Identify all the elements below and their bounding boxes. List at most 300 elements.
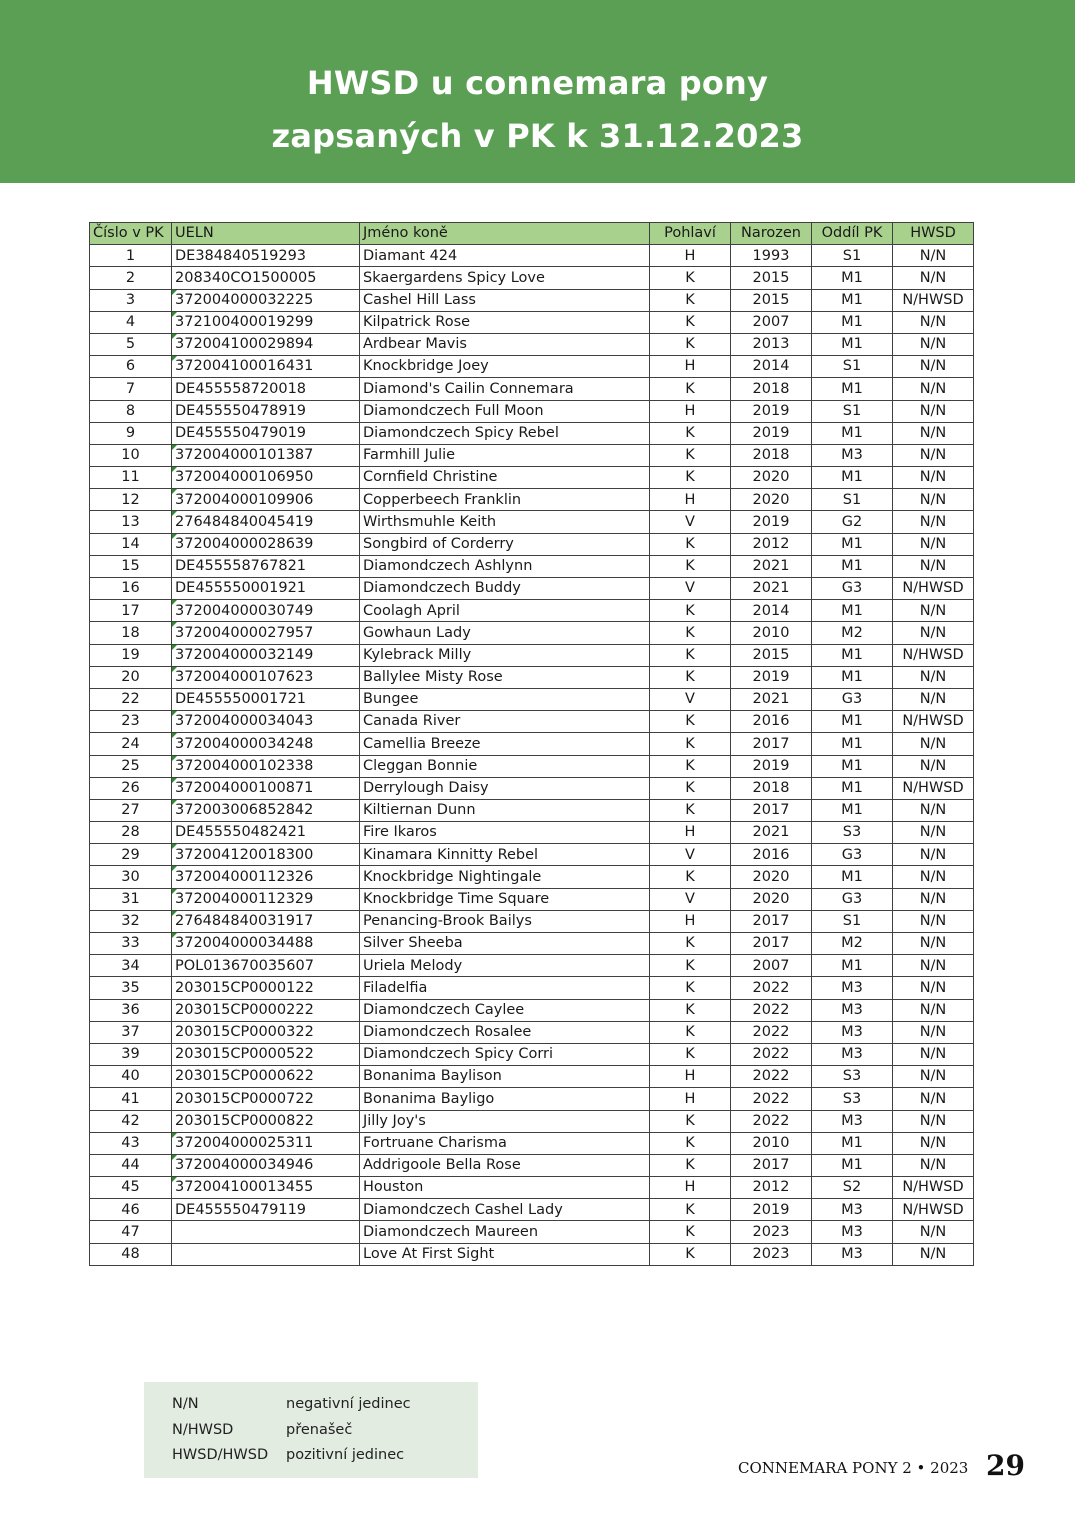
cell-born: 2019 — [731, 1199, 812, 1221]
cell-sex: K — [650, 267, 731, 289]
cell-born: 2013 — [731, 333, 812, 355]
cell-section: M3 — [812, 444, 893, 466]
table-row — [90, 688, 974, 710]
cell-number: 2 — [90, 267, 172, 289]
table-row — [90, 977, 974, 999]
table-row — [90, 910, 974, 932]
cell-hwsd: N/N — [893, 688, 974, 710]
cell-horse-name: Knockbridge Nightingale — [360, 866, 650, 888]
cell-hwsd: N/N — [893, 489, 974, 511]
cell-ueln: 372004000106950 — [172, 467, 360, 489]
cell-number: 34 — [90, 955, 172, 977]
cell-sex: K — [650, 666, 731, 688]
table-row — [90, 555, 974, 577]
table-row — [90, 511, 974, 533]
table-row — [90, 866, 974, 888]
cell-hwsd: N/N — [893, 1043, 974, 1065]
table-row — [90, 1088, 974, 1110]
cell-hwsd: N/N — [893, 467, 974, 489]
cell-ueln: 372004120018300 — [172, 844, 360, 866]
cell-hwsd: N/N — [893, 866, 974, 888]
cell-hwsd: N/N — [893, 666, 974, 688]
cell-horse-name: Derrylough Daisy — [360, 777, 650, 799]
cell-ueln: DE384840519293 — [172, 245, 360, 267]
cell-horse-name: Diamondczech Spicy Corri — [360, 1043, 650, 1065]
cell-sex: K — [650, 1132, 731, 1154]
cell-sex: H — [650, 822, 731, 844]
cell-horse-name: Kylebrack Milly — [360, 644, 650, 666]
cell-hwsd: N/N — [893, 799, 974, 821]
cell-horse-name: Coolagh April — [360, 600, 650, 622]
cell-ueln: 372003006852842 — [172, 799, 360, 821]
cell-sex: K — [650, 799, 731, 821]
cell-horse-name: Diamondczech Buddy — [360, 578, 650, 600]
cell-ueln: 372004100013455 — [172, 1177, 360, 1199]
cell-number: 24 — [90, 733, 172, 755]
cell-number: 47 — [90, 1221, 172, 1243]
cell-number: 33 — [90, 933, 172, 955]
table-row — [90, 333, 974, 355]
cell-number: 42 — [90, 1110, 172, 1132]
cell-horse-name: Copperbeech Franklin — [360, 489, 650, 511]
cell-section: M1 — [812, 644, 893, 666]
cell-born: 2020 — [731, 888, 812, 910]
cell-born: 2023 — [731, 1243, 812, 1265]
cell-ueln: 372004000027957 — [172, 622, 360, 644]
cell-born: 2014 — [731, 356, 812, 378]
cell-number: 36 — [90, 999, 172, 1021]
cell-ueln: DE455550478919 — [172, 400, 360, 422]
cell-born: 2021 — [731, 688, 812, 710]
cell-born: 2017 — [731, 910, 812, 932]
cell-section: S3 — [812, 1066, 893, 1088]
cell-horse-name: Diamondczech Maureen — [360, 1221, 650, 1243]
cell-ueln: 372004000030749 — [172, 600, 360, 622]
cell-sex: K — [650, 1199, 731, 1221]
cell-sex: K — [650, 444, 731, 466]
cell-horse-name: Penancing-Brook Bailys — [360, 910, 650, 932]
cell-section: M1 — [812, 866, 893, 888]
cell-sex: H — [650, 356, 731, 378]
cell-section: M1 — [812, 422, 893, 444]
cell-sex: K — [650, 378, 731, 400]
cell-hwsd: N/N — [893, 1243, 974, 1265]
cell-number: 32 — [90, 910, 172, 932]
cell-hwsd: N/N — [893, 511, 974, 533]
cell-horse-name: Knockbridge Time Square — [360, 888, 650, 910]
cell-born: 2022 — [731, 1110, 812, 1132]
cell-number: 9 — [90, 422, 172, 444]
cell-born: 2017 — [731, 933, 812, 955]
cell-hwsd: N/HWSD — [893, 578, 974, 600]
cell-born: 2015 — [731, 267, 812, 289]
table-row — [90, 289, 974, 311]
cell-horse-name: Diamondczech Ashlynn — [360, 555, 650, 577]
cell-number: 44 — [90, 1154, 172, 1176]
cell-number: 20 — [90, 666, 172, 688]
cell-sex: H — [650, 1066, 731, 1088]
cell-ueln: POL013670035607 — [172, 955, 360, 977]
cell-number: 40 — [90, 1066, 172, 1088]
cell-ueln: 203015CP0000322 — [172, 1021, 360, 1043]
cell-horse-name: Wirthsmuhle Keith — [360, 511, 650, 533]
legend-description: negativní jedinec — [286, 1396, 411, 1412]
legend-code: N/HWSD — [172, 1422, 234, 1438]
cell-ueln: 203015CP0000222 — [172, 999, 360, 1021]
table-row — [90, 777, 974, 799]
cell-ueln: 372004000025311 — [172, 1132, 360, 1154]
cell-sex: K — [650, 955, 731, 977]
cell-hwsd: N/N — [893, 444, 974, 466]
cell-hwsd: N/N — [893, 955, 974, 977]
cell-horse-name: Kinamara Kinnitty Rebel — [360, 844, 650, 866]
cell-horse-name: Cornfield Christine — [360, 467, 650, 489]
table-row — [90, 888, 974, 910]
cell-sex: K — [650, 1154, 731, 1176]
cell-born: 2012 — [731, 533, 812, 555]
cell-hwsd: N/HWSD — [893, 644, 974, 666]
cell-section: M3 — [812, 1021, 893, 1043]
column-header-born: Narozen — [731, 223, 812, 245]
cell-horse-name: Bonanima Baylison — [360, 1066, 650, 1088]
table-row — [90, 955, 974, 977]
cell-hwsd: N/HWSD — [893, 289, 974, 311]
cell-horse-name: Diamondczech Full Moon — [360, 400, 650, 422]
cell-horse-name: Bonanima Bayligo — [360, 1088, 650, 1110]
cell-number: 31 — [90, 888, 172, 910]
cell-sex: K — [650, 333, 731, 355]
cell-ueln: DE455558720018 — [172, 378, 360, 400]
cell-sex: K — [650, 311, 731, 333]
cell-section: M1 — [812, 711, 893, 733]
table-row — [90, 444, 974, 466]
cell-sex: H — [650, 1088, 731, 1110]
cell-number: 17 — [90, 600, 172, 622]
cell-horse-name: Canada River — [360, 711, 650, 733]
cell-section: M1 — [812, 1132, 893, 1154]
cell-hwsd: N/N — [893, 733, 974, 755]
cell-section: M1 — [812, 666, 893, 688]
cell-horse-name: Filadelfia — [360, 977, 650, 999]
table-row — [90, 600, 974, 622]
cell-section: M3 — [812, 1043, 893, 1065]
cell-hwsd: N/N — [893, 378, 974, 400]
cell-number: 3 — [90, 289, 172, 311]
table-row — [90, 644, 974, 666]
table-row — [90, 1132, 974, 1154]
cell-number: 10 — [90, 444, 172, 466]
table-row — [90, 1066, 974, 1088]
cell-hwsd: N/N — [893, 1110, 974, 1132]
cell-ueln: DE455550479119 — [172, 1199, 360, 1221]
cell-ueln: 372004100016431 — [172, 356, 360, 378]
cell-born: 2018 — [731, 444, 812, 466]
cell-section: S3 — [812, 822, 893, 844]
cell-hwsd: N/N — [893, 533, 974, 555]
cell-sex: K — [650, 600, 731, 622]
cell-section: M1 — [812, 755, 893, 777]
cell-ueln: 372004000034248 — [172, 733, 360, 755]
cell-number: 48 — [90, 1243, 172, 1265]
cell-ueln: 372004000032225 — [172, 289, 360, 311]
cell-born: 2018 — [731, 378, 812, 400]
cell-section: S1 — [812, 400, 893, 422]
cell-sex: K — [650, 644, 731, 666]
cell-born: 2017 — [731, 1154, 812, 1176]
cell-hwsd: N/N — [893, 822, 974, 844]
cell-horse-name: Gowhaun Lady — [360, 622, 650, 644]
cell-ueln: 372004000112329 — [172, 888, 360, 910]
cell-number: 6 — [90, 356, 172, 378]
cell-born: 2019 — [731, 666, 812, 688]
table-row — [90, 356, 974, 378]
table-row — [90, 422, 974, 444]
table-row — [90, 799, 974, 821]
cell-hwsd: N/N — [893, 1132, 974, 1154]
cell-horse-name: Diamondczech Caylee — [360, 999, 650, 1021]
cell-born: 2017 — [731, 733, 812, 755]
cell-hwsd: N/N — [893, 1154, 974, 1176]
cell-section: M1 — [812, 467, 893, 489]
cell-ueln: 372004000028639 — [172, 533, 360, 555]
cell-ueln: 208340CO1500005 — [172, 267, 360, 289]
column-header-sex: Pohlaví — [650, 223, 731, 245]
cell-horse-name: Diamond's Cailin Connemara — [360, 378, 650, 400]
cell-sex: K — [650, 977, 731, 999]
table-row — [90, 1243, 974, 1265]
cell-section: M1 — [812, 267, 893, 289]
cell-section: M3 — [812, 1221, 893, 1243]
cell-sex: K — [650, 533, 731, 555]
column-header-number: Číslo v PK — [90, 223, 172, 245]
cell-horse-name: Diamant 424 — [360, 245, 650, 267]
column-header-section: Oddíl PK — [812, 223, 893, 245]
cell-horse-name: Songbird of Corderry — [360, 533, 650, 555]
cell-section: M3 — [812, 1199, 893, 1221]
table-header-row — [90, 223, 974, 245]
cell-sex: K — [650, 933, 731, 955]
cell-horse-name: Skaergardens Spicy Love — [360, 267, 650, 289]
cell-section: M1 — [812, 1154, 893, 1176]
cell-hwsd: N/N — [893, 1021, 974, 1043]
cell-section: G3 — [812, 888, 893, 910]
cell-hwsd: N/N — [893, 555, 974, 577]
cell-sex: K — [650, 777, 731, 799]
cell-sex: K — [650, 422, 731, 444]
table-row — [90, 1021, 974, 1043]
cell-born: 2020 — [731, 489, 812, 511]
cell-born: 2019 — [731, 511, 812, 533]
table-row — [90, 489, 974, 511]
cell-born: 2023 — [731, 1221, 812, 1243]
cell-born: 2021 — [731, 578, 812, 600]
cell-section: M3 — [812, 1110, 893, 1132]
cell-born: 2007 — [731, 955, 812, 977]
cell-ueln: 203015CP0000522 — [172, 1043, 360, 1065]
cell-ueln: 203015CP0000722 — [172, 1088, 360, 1110]
table-row — [90, 311, 974, 333]
table-row — [90, 467, 974, 489]
cell-section: S2 — [812, 1177, 893, 1199]
page-title-line-1: HWSD u connemara pony — [306, 64, 769, 102]
cell-horse-name: Ballylee Misty Rose — [360, 666, 650, 688]
cell-section: S3 — [812, 1088, 893, 1110]
cell-horse-name: Kilpatrick Rose — [360, 311, 650, 333]
cell-number: 37 — [90, 1021, 172, 1043]
cell-sex: H — [650, 245, 731, 267]
table-row — [90, 1221, 974, 1243]
cell-born: 2022 — [731, 977, 812, 999]
cell-number: 15 — [90, 555, 172, 577]
cell-number: 12 — [90, 489, 172, 511]
cell-hwsd: N/N — [893, 755, 974, 777]
table-row — [90, 733, 974, 755]
cell-horse-name: Camellia Breeze — [360, 733, 650, 755]
cell-hwsd: N/N — [893, 311, 974, 333]
cell-sex: K — [650, 1243, 731, 1265]
cell-ueln: 372004000100871 — [172, 777, 360, 799]
cell-ueln: 372004000034946 — [172, 1154, 360, 1176]
cell-section: M1 — [812, 555, 893, 577]
cell-number: 7 — [90, 378, 172, 400]
cell-section: M1 — [812, 289, 893, 311]
cell-born: 2010 — [731, 622, 812, 644]
cell-hwsd: N/N — [893, 1221, 974, 1243]
cell-born: 2021 — [731, 822, 812, 844]
table-row — [90, 400, 974, 422]
cell-ueln: 372004000109906 — [172, 489, 360, 511]
cell-born: 2020 — [731, 467, 812, 489]
cell-number: 22 — [90, 688, 172, 710]
cell-section: M1 — [812, 311, 893, 333]
table-row — [90, 711, 974, 733]
cell-ueln: 203015CP0000622 — [172, 1066, 360, 1088]
table-row — [90, 1043, 974, 1065]
cell-sex: V — [650, 511, 731, 533]
cell-number: 25 — [90, 755, 172, 777]
cell-horse-name: Diamondczech Rosalee — [360, 1021, 650, 1043]
cell-hwsd: N/N — [893, 1066, 974, 1088]
cell-sex: K — [650, 866, 731, 888]
publication-name: CONNEMARA PONY 2 • 2023 — [738, 1459, 969, 1477]
cell-section: M1 — [812, 777, 893, 799]
cell-born: 2020 — [731, 866, 812, 888]
cell-hwsd: N/N — [893, 844, 974, 866]
cell-number: 45 — [90, 1177, 172, 1199]
cell-sex: K — [650, 1043, 731, 1065]
cell-ueln: 372004000101387 — [172, 444, 360, 466]
cell-section: G3 — [812, 844, 893, 866]
cell-hwsd: N/HWSD — [893, 711, 974, 733]
cell-born: 2022 — [731, 1043, 812, 1065]
table-row — [90, 245, 974, 267]
cell-number: 11 — [90, 467, 172, 489]
cell-sex: H — [650, 400, 731, 422]
cell-ueln — [172, 1221, 360, 1243]
cell-number: 26 — [90, 777, 172, 799]
column-header-hwsd: HWSD — [893, 223, 974, 245]
cell-section: M1 — [812, 799, 893, 821]
cell-hwsd: N/N — [893, 245, 974, 267]
table-body — [90, 245, 974, 1266]
cell-number: 13 — [90, 511, 172, 533]
cell-number: 35 — [90, 977, 172, 999]
cell-ueln: 372004100029894 — [172, 333, 360, 355]
cell-number: 39 — [90, 1043, 172, 1065]
cell-hwsd: N/N — [893, 933, 974, 955]
table-row — [90, 378, 974, 400]
cell-number: 4 — [90, 311, 172, 333]
cell-ueln: DE455550482421 — [172, 822, 360, 844]
cell-number: 14 — [90, 533, 172, 555]
table-row — [90, 933, 974, 955]
column-header-name: Jméno koně — [360, 223, 650, 245]
cell-ueln: 372100400019299 — [172, 311, 360, 333]
cell-ueln: 203015CP0000822 — [172, 1110, 360, 1132]
cell-horse-name: Fortruane Charisma — [360, 1132, 650, 1154]
cell-horse-name: Knockbridge Joey — [360, 356, 650, 378]
cell-born: 1993 — [731, 245, 812, 267]
cell-born: 2014 — [731, 600, 812, 622]
cell-section: M1 — [812, 378, 893, 400]
cell-sex: H — [650, 910, 731, 932]
cell-hwsd: N/HWSD — [893, 1177, 974, 1199]
cell-horse-name: Cashel Hill Lass — [360, 289, 650, 311]
table-row — [90, 1177, 974, 1199]
cell-hwsd: N/N — [893, 600, 974, 622]
cell-horse-name: Diamondczech Cashel Lady — [360, 1199, 650, 1221]
cell-born: 2017 — [731, 799, 812, 821]
cell-hwsd: N/N — [893, 400, 974, 422]
cell-born: 2018 — [731, 777, 812, 799]
cell-sex: K — [650, 1110, 731, 1132]
cell-born: 2022 — [731, 1066, 812, 1088]
cell-ueln: 372004000032149 — [172, 644, 360, 666]
cell-ueln: 372004000112326 — [172, 866, 360, 888]
cell-number: 30 — [90, 866, 172, 888]
cell-born: 2015 — [731, 644, 812, 666]
cell-horse-name: Ardbear Mavis — [360, 333, 650, 355]
cell-section: S1 — [812, 910, 893, 932]
cell-section: M1 — [812, 733, 893, 755]
cell-ueln: 372004000102338 — [172, 755, 360, 777]
cell-section: M1 — [812, 333, 893, 355]
cell-section: S1 — [812, 356, 893, 378]
cell-section: M3 — [812, 1243, 893, 1265]
cell-hwsd: N/N — [893, 977, 974, 999]
cell-sex: K — [650, 999, 731, 1021]
table-row — [90, 1199, 974, 1221]
legend-code: N/N — [172, 1396, 199, 1412]
cell-born: 2019 — [731, 400, 812, 422]
cell-ueln: DE455558767821 — [172, 555, 360, 577]
cell-ueln: 372004000034043 — [172, 711, 360, 733]
cell-sex: K — [650, 755, 731, 777]
table-row — [90, 622, 974, 644]
table-row — [90, 844, 974, 866]
cell-sex: K — [650, 711, 731, 733]
cell-number: 18 — [90, 622, 172, 644]
cell-horse-name: Jilly Joy's — [360, 1110, 650, 1132]
cell-hwsd: N/N — [893, 422, 974, 444]
table-row — [90, 666, 974, 688]
legend-code: HWSD/HWSD — [172, 1447, 269, 1463]
title-banner — [0, 0, 1075, 183]
cell-born: 2007 — [731, 311, 812, 333]
cell-ueln: 203015CP0000122 — [172, 977, 360, 999]
table-row — [90, 578, 974, 600]
table-row — [90, 267, 974, 289]
